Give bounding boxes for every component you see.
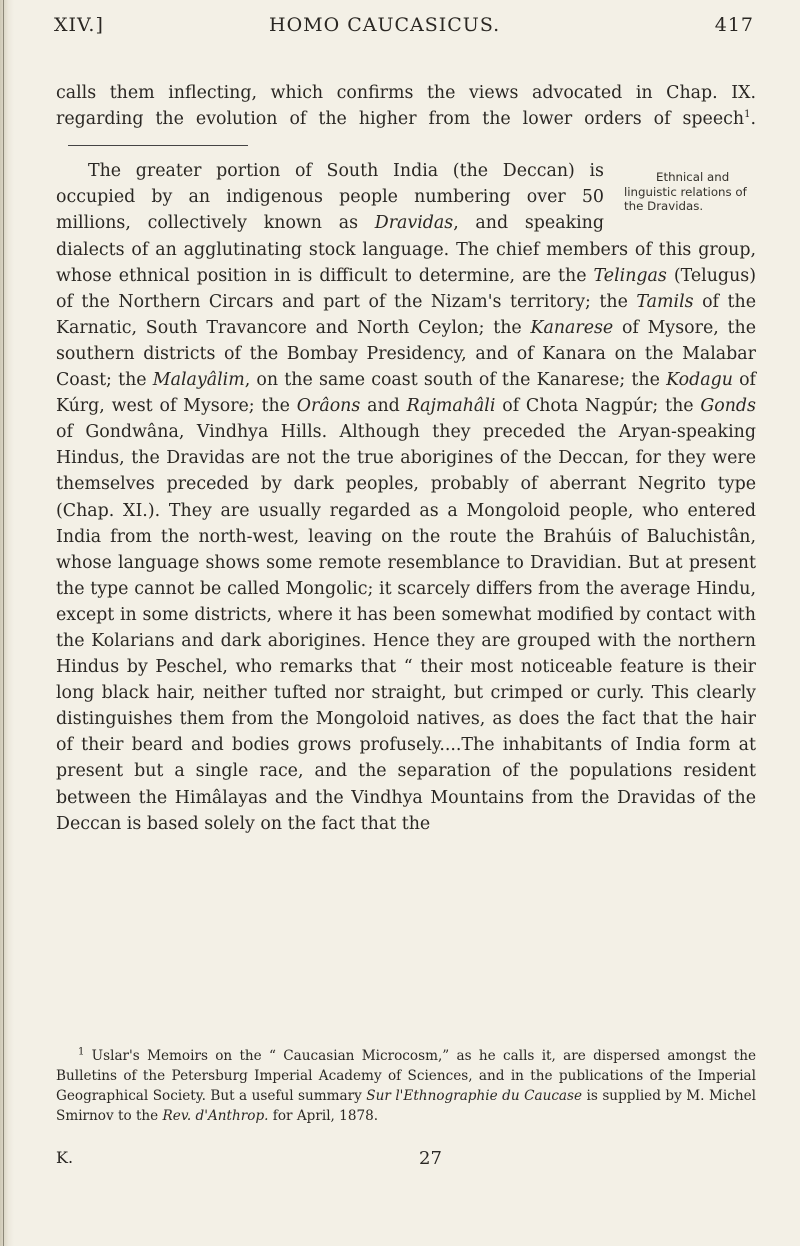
running-title: HOMO CAUCASICUS. xyxy=(269,14,501,36)
printer-signature xyxy=(56,1148,756,1172)
term-kodagu: Kodagu xyxy=(666,370,733,391)
footnote-marker: 1 xyxy=(78,1046,85,1058)
term-malayalim: Malayâlim xyxy=(152,370,245,391)
main-text xyxy=(56,80,756,837)
footnote-journal: Rev. d'Anthrop. xyxy=(162,1108,269,1124)
term-telingas: Telingas xyxy=(593,265,667,286)
signature-number: 27 xyxy=(419,1148,442,1169)
running-header xyxy=(54,14,754,44)
chapter-number: XIV.] xyxy=(54,14,104,36)
divider xyxy=(68,145,248,146)
paragraph-continuation: calls them inflecting, which confirms the views advocated in Chap. IX. regarding the evolution of the higher from the lower orders of speech$^1$. xyxy=(56,80,756,158)
margin-note: Ethnical and linguistic relations of the Dravidas. xyxy=(624,170,747,214)
term-oraons: Orâons xyxy=(296,396,361,417)
page-number: 417 xyxy=(714,14,754,36)
footnote-title-caucase: Sur l'Ethnographie du Caucase xyxy=(366,1088,583,1104)
term-rajmahali: Rajmahâli xyxy=(406,396,496,417)
signature-mark: K. xyxy=(56,1148,74,1167)
footnote-reference[interactable]: 1 xyxy=(744,109,751,121)
term-tamils: Tamils xyxy=(636,291,694,312)
footnote: $^1$ Uslar's Memoirs on the “ Caucasian Microcosm,” as he calls it, are dispersed amongst the Bulletins of the Petersburg Imperial Academy of Sciences, and in the publications of the Imperial Geographical Society. But a useful summary Sur l'Ethnographie du Caucase is supplied by M. Michel Smirnov to the Rev. d'Anthrop. for April, 1878. xyxy=(56,1046,756,1124)
term-dravidas: Dravidas xyxy=(374,213,454,234)
term-gonds: Gonds xyxy=(700,396,756,417)
term-kanarese: Kanarese xyxy=(530,317,614,338)
book-binding-edge xyxy=(0,0,14,1246)
paragraph-dravidas: Ethnical and linguistic relations of the Dravidas. The greater portion of South India (the Deccan) is occupied by an indigenous people numbering over 50 millions, collectively known as Dravidas, and speaking dialects of an agglutinating stock language. The chief members of this group, whose ethnical position in is difficult to determine, are the Telingas (Telugus) of the Northern Circars and part of the Nizam's territory; the Tamils of the Karnatic, South Travancore and North Ceylon; the Kanarese of Mysore, the southern districts of the Bombay Presidency, and of Kanara on the Malabar Coast; the Malayâlim, on the same coast south of the Kanarese; the Kodagu of Kúrg, west of Mysore; the Orâons and Rajmahâli of Chota Nagpúr; the Gonds of Gondwâna, Vindhya Hills. Although they preceded the Aryan-speaking Hindus, the Dravidas are not the true aborigines of the Deccan, for they were themselves preceded by dark peoples, probably of aberrant Negrito type (Chap. XI.). They are usually regarded as a Mongoloid people, who entered India from the north-west, leaving on the route the Brahúis of Baluchistân, whose language shows some remote resemblance to Dravidian. But at present the type cannot be called Mongolic; it scarcely differs from the average Hindu, except in some districts, where it has been somewhat modified by contact with the Kolarians and dark aborigines. Hence they are grouped with the northern Hindus by Peschel, who remarks that “ their most noticeable feature is their long black hair, neither tufted nor straight, but crimped or curly. This clearly distinguishes them from the Mongoloid natives, as does the fact that the hair of their beard and bodies grows profusely....The inhabitants of India form at present but a single race, and the separation of the populations resident between the Himâlayas and the Vindhya Mountains from the Dravidas of the Deccan is based solely on the fact that the xyxy=(56,158,756,836)
